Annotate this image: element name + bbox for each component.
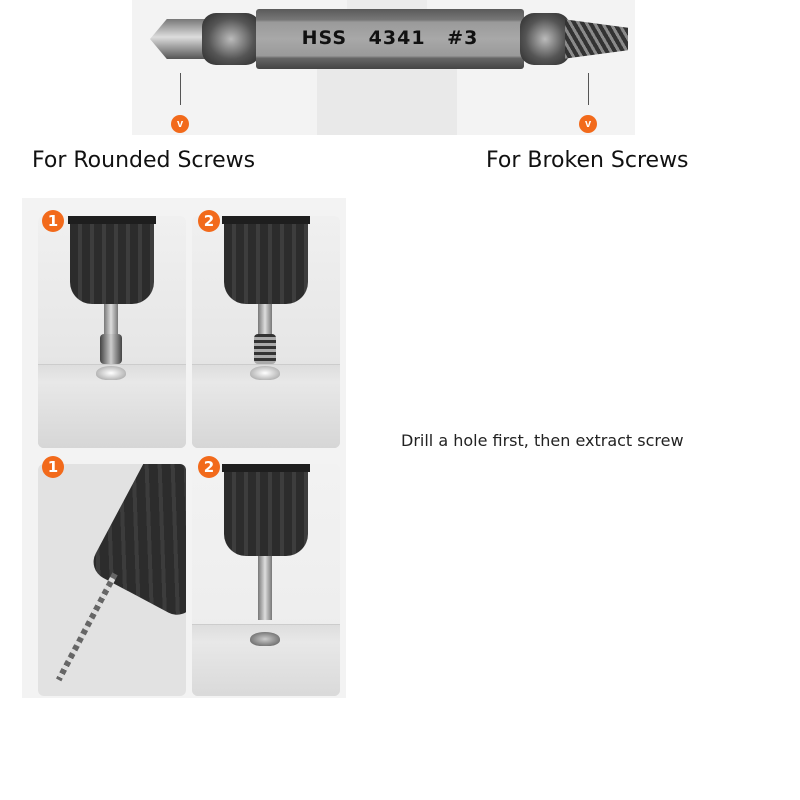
screw-head — [250, 366, 280, 380]
bit-shank — [258, 304, 272, 336]
chevron-down-icon: v — [171, 115, 189, 133]
chevron-down-icon: v — [579, 115, 597, 133]
step-badge: 1 — [42, 456, 64, 478]
step-badge: 2 — [198, 456, 220, 478]
broken-screw — [250, 632, 280, 646]
drill-chuck-ring — [68, 216, 156, 224]
heading-broken-screws: For Broken Screws — [486, 148, 689, 173]
heading-rounded-screws: For Rounded Screws — [32, 148, 256, 173]
step-photo-1a — [38, 216, 186, 448]
drill-chuck-ring — [222, 216, 310, 224]
step-badge: 1 — [42, 210, 64, 232]
bit-shank — [104, 304, 118, 336]
extractor-bit-image — [150, 5, 628, 73]
bit-label: HSS 4341 #3 — [301, 27, 479, 49]
extractor-end — [254, 334, 276, 364]
extractor-tip-right — [565, 11, 628, 67]
screw-head — [96, 366, 126, 380]
product-banner — [132, 0, 635, 135]
step-photo-2a — [192, 216, 340, 448]
drill-chuck-ring — [222, 464, 310, 472]
pointer-line-right — [588, 73, 589, 105]
extractor-shank — [258, 556, 272, 620]
drill-chuck — [224, 464, 308, 556]
step-photo-1b — [38, 464, 186, 696]
step-photo-2b — [192, 464, 340, 696]
twist-drill-bit — [56, 573, 118, 682]
bit-hex-body — [256, 9, 524, 69]
drill-chuck — [224, 216, 308, 304]
steps-panel — [22, 198, 346, 698]
step-badge: 2 — [198, 210, 220, 232]
drill-chuck — [70, 216, 154, 304]
drill-tip-left — [150, 19, 206, 59]
bit-neck-right — [520, 13, 570, 65]
bit-end — [100, 334, 122, 364]
instruction-caption: Drill a hole first, then extract screw — [401, 431, 684, 450]
pointer-line-left — [180, 73, 181, 105]
bit-neck-left — [202, 13, 260, 65]
